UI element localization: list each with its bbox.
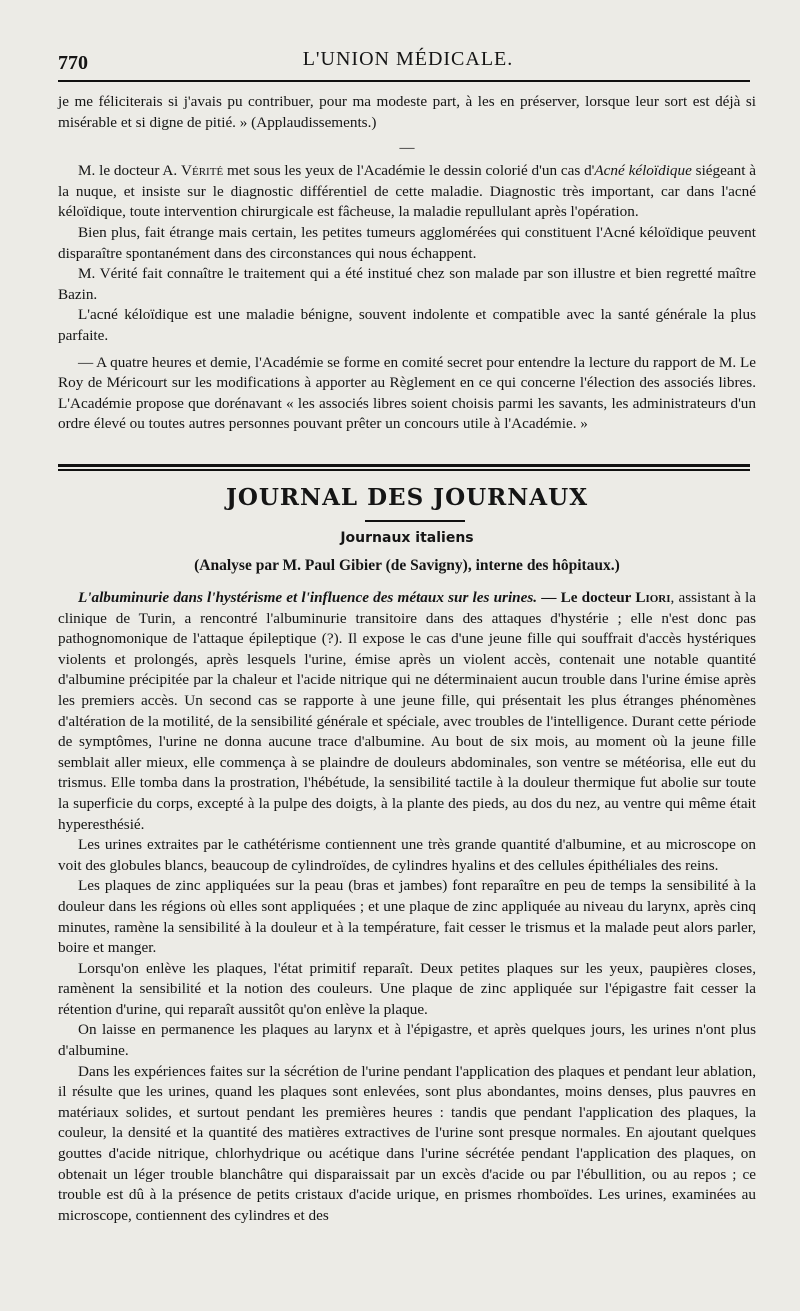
paragraph-acne-benigne: L'acné kéloïdique est une maladie bénigne, souvent indolente et compatible avec la santé générale la plus parfaite. [58, 306, 756, 344]
paragraph-verite: M. le docteur A. Vérité met sous les yeux de l'Académie le dessin colorié d'un cas d'Acné kéloïdique siégeant à la nuque, et insiste sur le diagnostic différentiel de cette maladie. Diagnostic très important, car dans l'acné kéloïdique, toute intervention chirurgicale est fâcheuse, la maladie repullulant après l'opération. [58, 162, 756, 221]
article-paragraph-1: L'albuminurie dans l'hystérisme et l'influence des métaux sur les urines. — Le docteur Liori, assistant à la clinique de Turin, a rencontré l'albuminurie transitoire dans des attaques d'hystérie ; elle n'est donc pas pathognomonique de l'attaque épileptique (?). Il expose le cas d'une jeune fille qui souffrait d'accès hystériques violents et prolongés, après lesquels l'urine, émise après un violent accès, contenait une notable quantité d'albumine précipitée par la chaleur et l'acide nitrique qui ne déterminaient aucun trouble dans l'urine émise après les premiers accès. Un second cas se rapporte à une jeune fille, qui présentait les plus étranges phénomènes d'altération de la motilité, de la sensibilité générale et spéciale, avec troubles de l'intelligence. Durant cette période de symptômes, l'urine ne donna aucune trace d'albumine. Au bout de six mois, au moment où la jeune fille semblait aller mieux, elle commença à se plaindre de douleurs abdominales, son ventre se météorisa, elle eut du trismus. Elle tomba dans la prostration, l'hébétude, la sensibilité tactile à la douleur thermique fut abolie sur toute la superficie du corps, excepté à la pulpe des doigts, à la plante des pieds, au dos du nez, au ventre qui même était hyperesthésié. [58, 589, 756, 833]
page-header [58, 44, 758, 80]
analysis-credit: (Analyse par M. Paul Gibier (de Savigny), interne des hôpitaux.) [194, 557, 620, 574]
paragraph-continuation: je me féliciterais si j'avais pu contribuer, pour ma modeste part, à les en préserver, lorsque leur sort est déjà si misérable et si digne de pitié. » (Applaudissements.) [58, 93, 756, 131]
section-title: Journaux italiens [340, 530, 474, 546]
academie-section [58, 92, 756, 435]
article-paragraph-4: Lorsqu'on enlève les plaques, l'état primitif reparaît. Deux petites plaques sur les yeux, paupières closes, ramènent la sensibilité et la notion des couleurs. Une plaque de zinc appliquée sur l'épigastre fait cesser la rétention d'urine, qui reparaît aussitôt qu'on enlève la plaque. [58, 959, 756, 1018]
section-rule-1 [58, 464, 750, 467]
article-title: L'albuminurie dans l'hystérisme et l'influence des métaux sur les urines. [78, 589, 538, 606]
paragraph-bien-plus: Bien plus, fait étrange mais certain, les petites tumeurs agglomérées qui constituent l'Acné kéloïdique peuvent disparaître spontanément dans des circonstances qui nous échappent. [58, 223, 756, 262]
header-rule [58, 80, 750, 82]
section-rule-2 [58, 469, 750, 471]
article-paragraph-2: Les urines extraites par le cathétérisme contiennent une très grande quantité d'albumine, et au microscope on voit des globules blancs, beaucoup de cylindroïdes, de cylindres hyalins et des cellules épithéliales des reins. [58, 836, 756, 874]
article-section [58, 588, 756, 1226]
article-paragraph-5: On laisse en permanence les plaques au larynx et à l'épigastre, et après quelques jours, les urines n'ont plus d'albumine. [58, 1021, 756, 1060]
title-underline [365, 520, 465, 522]
article-paragraph-6: Dans les expériences faites sur la sécrétion de l'urine pendant l'application des plaques et pendant leur ablation, il résulte que les urines, quand les plaques sont enlevées, sont plus abondantes, moins denses, plus pauvres en matériaux solides, et surtout pendant les premières heures : tandis que pendant l'application des plaques, la couleur, la densité et la quantité des matières extractives de l'urine sont presque normales. En ajoutant quelques gouttes d'acide nitrique, chlorhydrique ou acétique dans l'urine sécrétée pendant l'application des plaques, on obtenait un léger trouble blanchâtre qui disparaissait par un excès d'acide ou par l'ébullition, ou au repos ; ce trouble est dû à la présence de petits cristaux d'acide urique, en prismes rhomboïdes. Les urines, examinées au microscope, contiennent des cylindres et des [58, 1062, 756, 1224]
paragraph-traitement: M. Vérité fait connaître le traitement qui a été institué chez son malade par son illustre et bien regretté maître Bazin. [58, 265, 756, 303]
article-paragraph-3: Les plaques de zinc appliquées sur la peau (bras et jambes) font reparaître en peu de temps la sensibilité à la douleur dans les régions où elles sont appliquées ; et une plaque de zinc appliquée au niveau du larynx, après cinq minutes, ramène la sensibilité à la douleur et à la température, fait cesser le trismus et la malade peut alors parler, boire et manger. [58, 877, 756, 957]
page-number: 770 [58, 52, 88, 74]
paragraph-comite-secret: — A quatre heures et demie, l'Académie se forme en comité secret pour entendre la lecture du rapport de M. Le Roy de Méricourt sur les modifications à apporter au Règlement en ce qui concerne l'élection des associés libres. L'Académie propose que dorénavant « les associés libres soient choisis parmi les savants, les administrateurs d'un ordre élevé ou toutes autres personnes pouvant prêter un concours utile à l'Académie. » [58, 353, 756, 433]
separator-dash: — [399, 140, 415, 157]
journal-title: JOURNAL DES JOURNAUX [225, 484, 589, 511]
running-title: L'UNION MÉDICALE. [302, 48, 514, 70]
